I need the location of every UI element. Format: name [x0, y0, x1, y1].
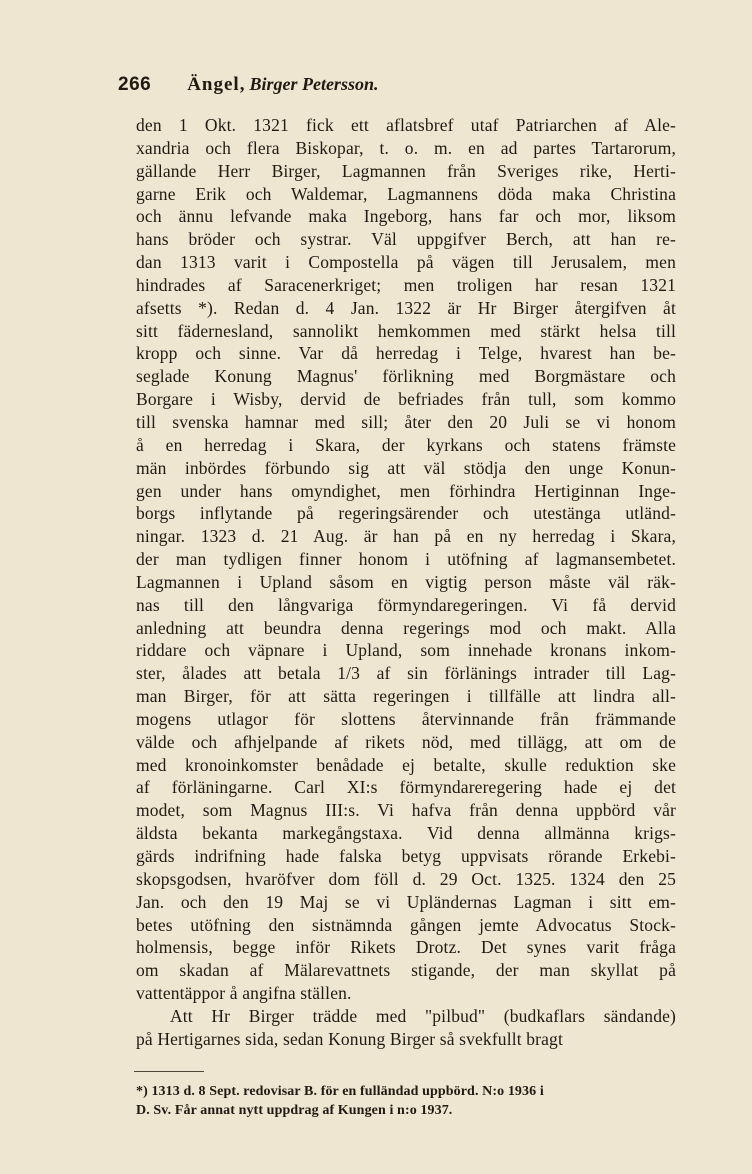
text-line: man Birger, för att sätta regeringen i tillfälle att lindra all- [136, 686, 676, 707]
text-line: vattentäppor å angifna ställen. [136, 983, 352, 1004]
body-text [136, 114, 676, 1051]
text-line: män inbördes förbundo sig att väl stödja den unge Konun- [136, 457, 676, 478]
text-line: till svenska hamnar med sill; åter den 20 Juli se vi honom [136, 411, 676, 432]
text-line: betes utöfning den sistnämnda gången jemte Advocatus Stock- [136, 914, 676, 935]
text-line: ster, ålades att betala 1/3 af sin förlänings intrader till Lag- [136, 663, 676, 684]
text-line: Borgare i Wisby, dervid de befriades från tull, som kommo [136, 389, 676, 410]
footnote-line: D. Sv. Får annat nytt uppdrag af Kungen i n:o 1937. [136, 1103, 453, 1118]
footnote-line: *) 1313 d. 8 Sept. redovisar B. för en fulländad uppbörd. N:o 1936 i [136, 1084, 544, 1099]
text-line: med kronoinkomster benådade ej betalte, skulle reduktion ske [136, 754, 676, 775]
text-line: holmensis, begge inför Rikets Drotz. Det synes varit fråga [136, 937, 676, 958]
text-line: ningar. 1323 d. 21 Aug. är han på en ny herredag i Skara, [136, 526, 676, 547]
text-line: gärds indrifning hade falska betyg uppvisats rörande Erkebi- [136, 846, 676, 866]
text-line: modet, som Magnus III:s. Vi hafva från denna uppbörd vår [136, 800, 676, 821]
header-subtitle: Birger Petersson. [249, 74, 379, 94]
text-line: på Hertigarnes sida, sedan Konung Birger så svekfullt bragt [136, 1028, 563, 1049]
text-line: anledning att beundra denna regerings mod och makt. Alla [136, 617, 676, 638]
text-line: skopsgodsen, hvaröfver dom föll d. 29 Oct. 1325. 1324 den 25 [136, 868, 676, 889]
text-line: å en herredag i Skara, der kyrkans och statens främste [136, 434, 676, 455]
text-line: och ännu lefvande maka Ingeborg, hans far och mor, liksom [136, 206, 676, 227]
text-line: om skadan af Mälarevattnets stigande, der man skyllat på [136, 960, 676, 981]
text-line: der man tydligen finner honom i utöfning af lagmansembetet. [136, 549, 676, 570]
text-line: xandria och flera Biskopar, t. o. m. en ad partes Tartarorum, [136, 137, 676, 158]
text-line: hindrades af Saracenerkriget; men troligen har resan 1321 [136, 274, 676, 295]
text-line: af förläningarne. Carl XI:s förmyndareregering hade ej det [136, 777, 676, 798]
text-line: den 1 Okt. 1321 fick ett aflatsbref utaf Patriarchen af Ale- [136, 115, 676, 135]
text-line: dan 1313 varit i Compostella på vägen till Jerusalem, men [136, 252, 676, 273]
header-title: Ängel, [187, 74, 246, 95]
text-line: nas till den långvariga förmyndaregeringen. Vi få dervid [136, 594, 676, 615]
running-header [118, 74, 678, 106]
text-line: sitt fädernesland, sannolikt hemkommen med stärkt helsa till [136, 320, 676, 341]
text-line: välde och afhjelpande af rikets nöd, med tillägg, att om de [136, 731, 676, 752]
text-line: äldsta bekanta markegångstaxa. Vid denna allmänna krigs- [136, 823, 676, 844]
text-line: kropp och sinne. Var då herredag i Telge, hvarest han be- [136, 343, 676, 364]
page-number: 266 [118, 74, 152, 95]
footnote-rule [134, 1071, 204, 1072]
text-line: Att Hr Birger trädde med "pilbud" (budkaflars sändande) [170, 1005, 676, 1026]
text-line: afsetts *). Redan d. 4 Jan. 1322 är Hr Birger återgifven åt [136, 297, 676, 318]
footnotes [136, 1082, 676, 1120]
text-line: borgs inflytande på regeringsärender och utestänga utländ- [136, 503, 676, 524]
text-line: riddare och väpnare i Upland, som innehade kronans inkom- [136, 640, 676, 661]
text-line: seglade Konung Magnus' förlikning med Borgmästare och [136, 366, 676, 387]
text-line: gen under hans omyndighet, men förhindra Hertiginnan Inge- [136, 480, 676, 501]
text-line: Jan. och den 19 Maj se vi Upländernas Lagman i sitt em- [136, 891, 676, 912]
text-line: mogens utlagor för slottens återvinnande från främmande [136, 708, 676, 729]
text-line: Lagmannen i Upland såsom en vigtig person måste väl räk- [136, 571, 676, 592]
text-line: hans bröder och systrar. Väl uppgifver Berch, att han re- [136, 229, 676, 250]
text-line: garne Erik och Waldemar, Lagmannens döda maka Christina [136, 183, 676, 204]
text-line: gällande Herr Birger, Lagmannen från Sveriges rike, Herti- [136, 160, 676, 181]
